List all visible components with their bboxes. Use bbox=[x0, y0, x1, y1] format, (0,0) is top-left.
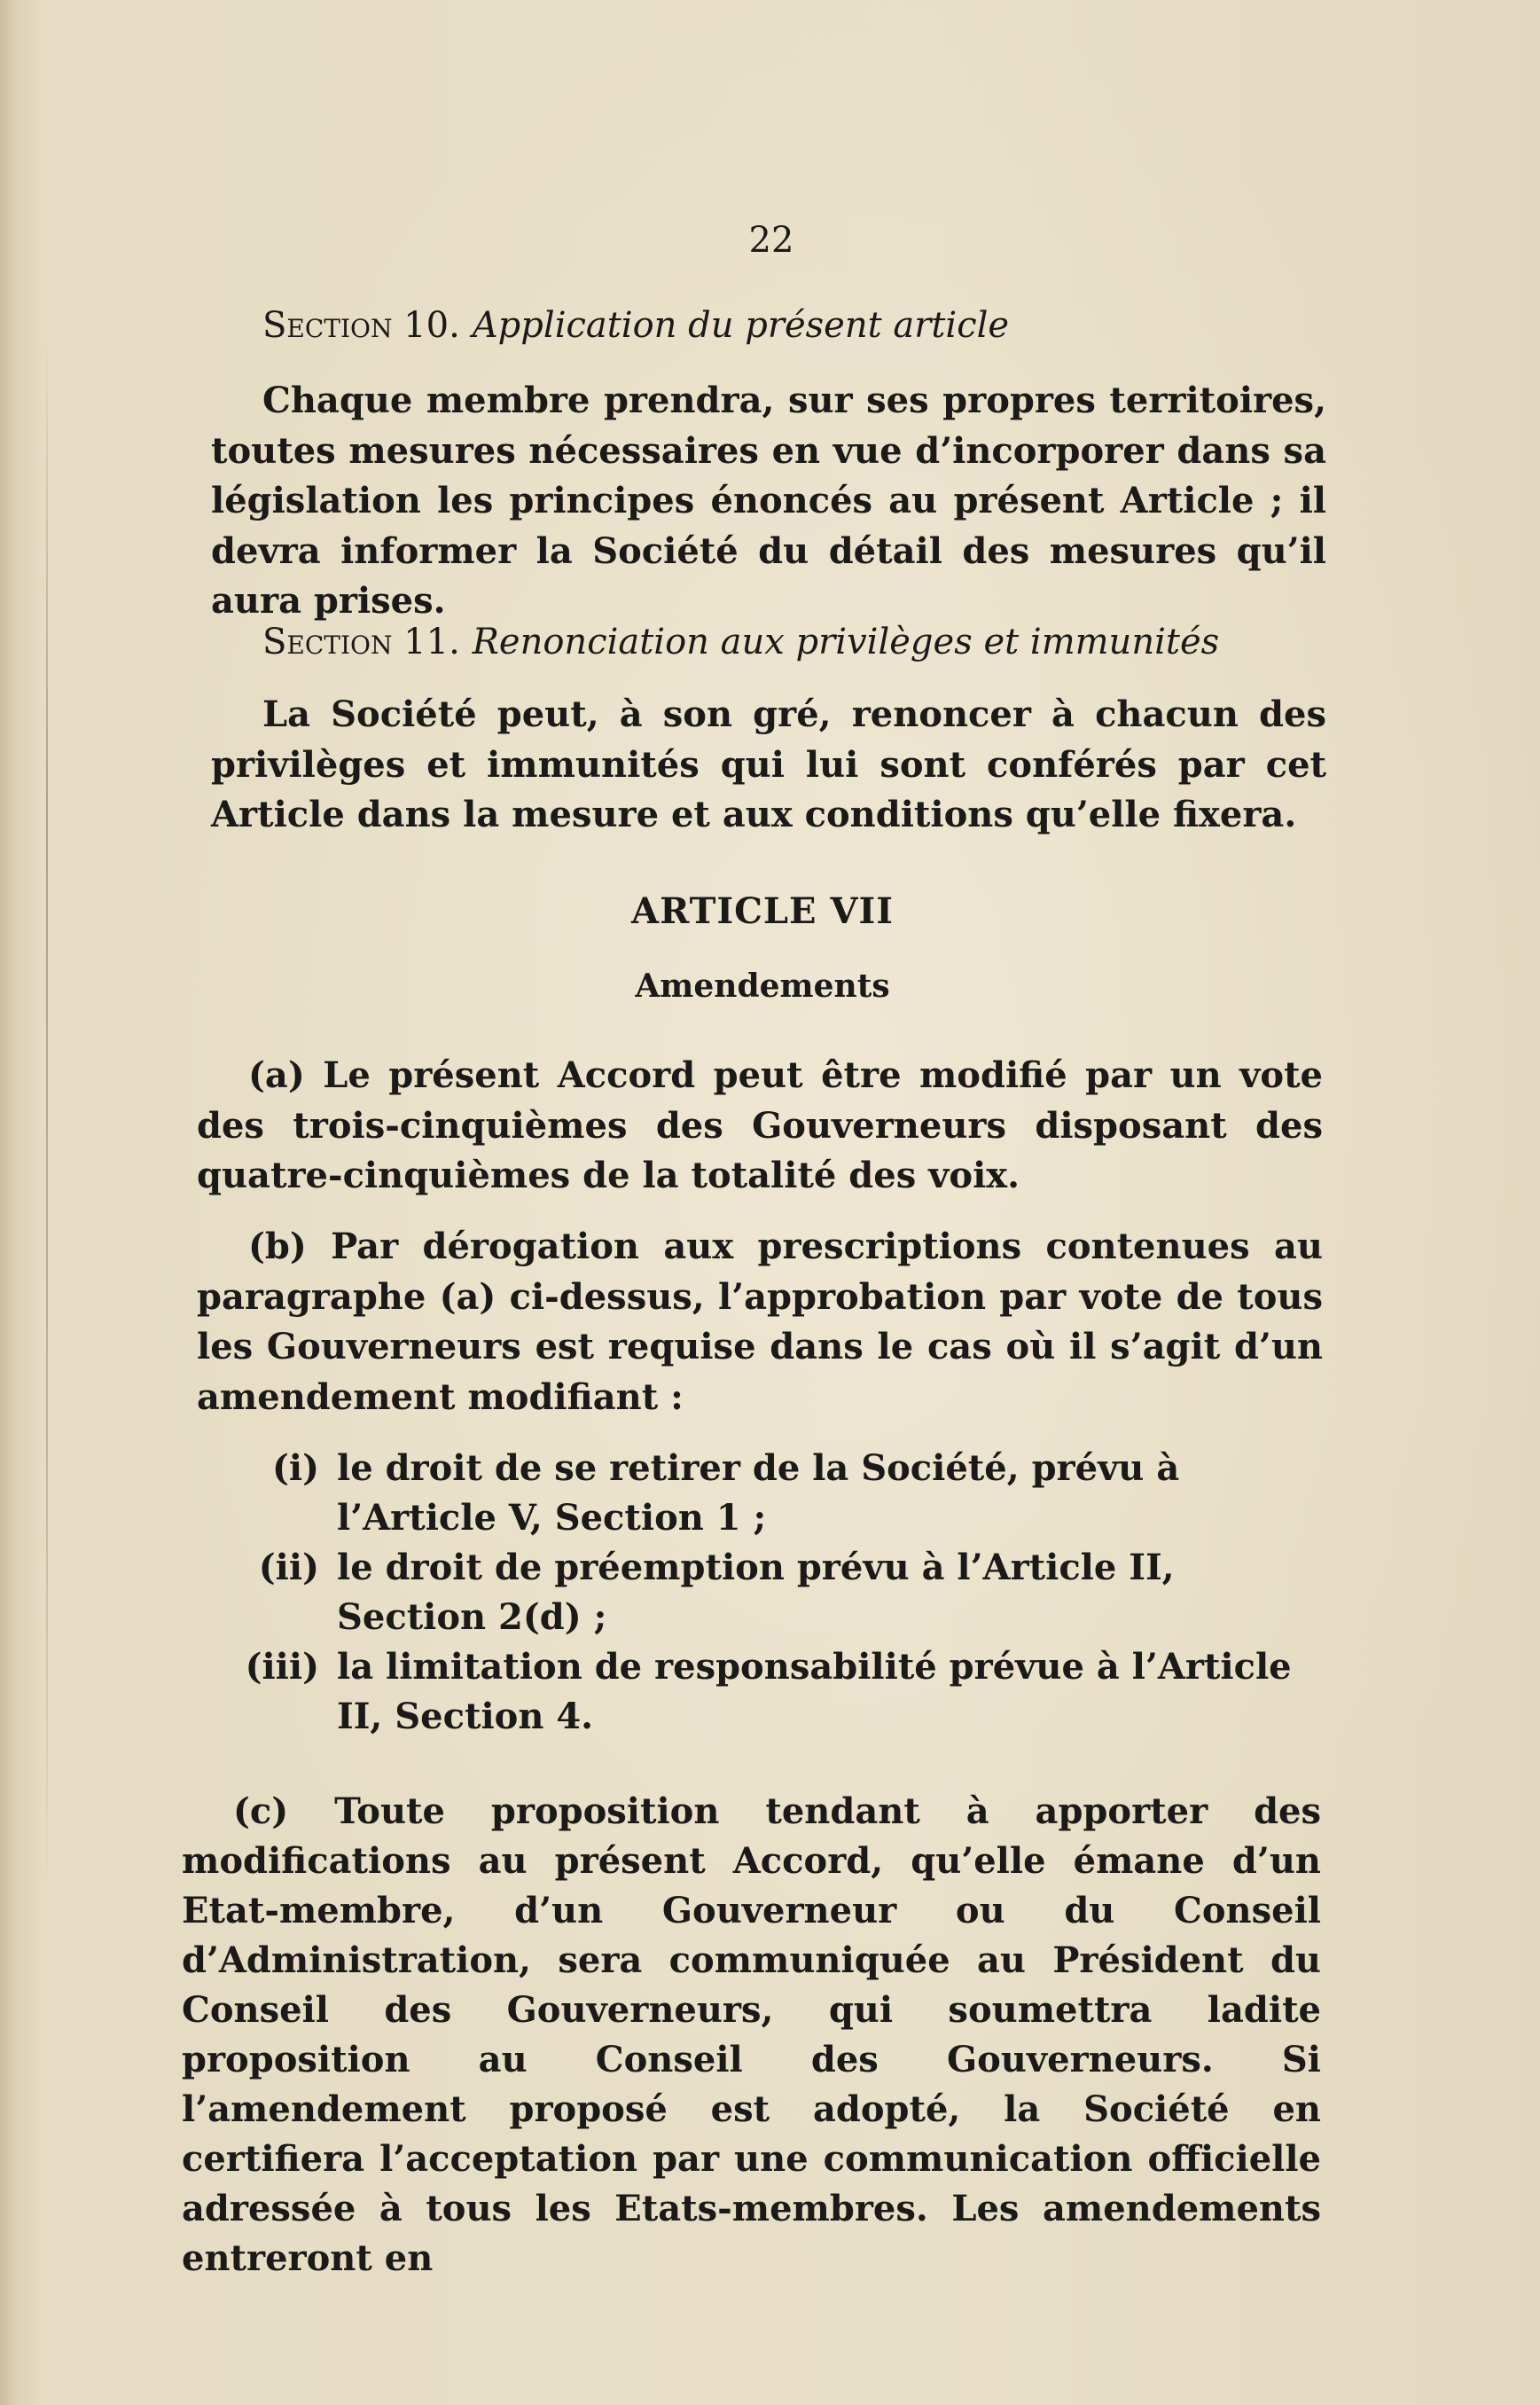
section-10-body: Chaque membre prendra, sur ses propres territoires, toutes mesures nécessaires en vue d’incorporer dans sa législation les principes énoncés au présent Article ; il devra informer la Société du détail des mesures qu’il aura prises. bbox=[211, 380, 1326, 622]
page-number: 22 bbox=[748, 220, 794, 261]
binding-gutter-shadow bbox=[46, 337, 48, 1889]
sub-item-number: (ii) bbox=[258, 1547, 319, 1588]
section-10-label: Section 10. bbox=[262, 305, 460, 346]
section-10-heading bbox=[262, 304, 1009, 347]
section-11-heading bbox=[262, 621, 1219, 663]
section-11-body: La Société peut, à son gré, renoncer à chacun des privilèges et immunités qui lui sont conférés par cet Article dans la mesure et aux conditions qu’elle fixera. bbox=[211, 693, 1326, 835]
section-10-title: Application du présent article bbox=[472, 305, 1010, 346]
sub-item bbox=[231, 1444, 1321, 1543]
paragraph-b: (b) Par dérogation aux prescriptions contenues au paragraphe (a) ci-dessus, l’approbation par vote de tous les Gouverneurs est requise dans le cas où il s’agit d’un amendement modifiant : bbox=[197, 1226, 1323, 1418]
sub-item bbox=[231, 1543, 1321, 1642]
paragraph-a: (a) Le présent Accord peut être modifié par un vote des trois-cinquièmes des Gouverneurs disposant des quatre-cinquièmes de la totalité des voix. bbox=[197, 1054, 1323, 1196]
sub-item-number: (i) bbox=[271, 1447, 319, 1489]
sub-item-text: la limitation de responsabilité prévue à l’Article II, Section 4. bbox=[337, 1646, 1292, 1737]
section-11-label: Section 11. bbox=[262, 622, 460, 662]
sub-item-number: (iii) bbox=[245, 1646, 319, 1688]
sub-item-text: le droit de se retirer de la Société, prévu à l’Article V, Section 1 ; bbox=[337, 1447, 1180, 1539]
sub-item bbox=[231, 1642, 1321, 1742]
paragraph-c: (c) Toute proposition tendant à apporter des modifications au présent Accord, qu’elle émane d’un Etat-membre, d’un Gouverneur ou du Conseil d’Administration, sera communiquée au Président du Conseil des Gouverneurs, qui soumettra ladite proposition au Conseil des Gouverneurs. Si l’amendement proposé est adopté, la Société en certifiera l’acceptation par une communication officielle adressée à tous les Etats-membres. Les amendements entreront en bbox=[182, 1790, 1321, 2279]
sub-item-text: le droit de préemption prévu à l’Article II, Section 2(d) ; bbox=[337, 1547, 1175, 1638]
article-subtitle: Amendements bbox=[635, 967, 890, 1005]
article-heading: ARTICLE VII bbox=[631, 890, 894, 932]
section-11-title: Renonciation aux privilèges et immunités bbox=[472, 622, 1220, 662]
